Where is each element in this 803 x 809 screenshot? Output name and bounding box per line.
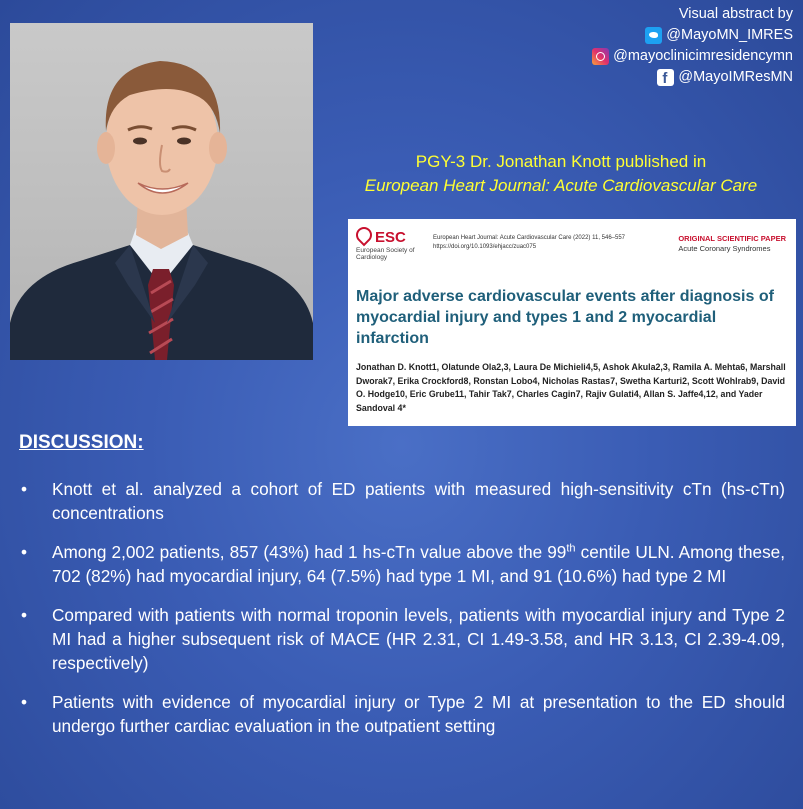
discussion-list (20, 477, 785, 738)
journal-doi: https://doi.org/10.1093/ehjacc/zuac075 (433, 244, 537, 250)
discussion-heading: DISCUSSION: (19, 432, 144, 453)
esc-logo-text: ESC (375, 229, 406, 246)
journal-citation: European Heart Journal: Acute Cardiovascular Care (2022) 11, 546–557 (433, 235, 626, 241)
instagram-icon (592, 48, 609, 65)
esc-logo (356, 227, 418, 261)
esc-heart-icon (353, 224, 376, 247)
instagram-handle-row[interactable] (592, 46, 793, 67)
social-credits (592, 4, 793, 88)
facebook-handle[interactable]: @MayoIMResMN (678, 69, 793, 85)
discussion-bullet: • Patients with evidence of myocardial injury or Type 2 MI at presentation to the ED should undergo further cardiac evaluation in the outpatient setting (20, 690, 785, 738)
headline-journal: European Heart Journal: Acute Cardiovascular Care (364, 176, 758, 195)
discussion-bullet: • Knott et al. analyzed a cohort of ED patients with measured high-sensitivity cTn (hs-cTn) concentrations (20, 477, 785, 525)
publication-headline (326, 150, 796, 198)
credits-heading: Visual abstract by (678, 6, 793, 22)
instagram-handle[interactable]: @mayoclinicimresidencymn (613, 48, 793, 64)
paper-type (678, 234, 786, 254)
facebook-handle-row[interactable] (592, 67, 793, 88)
twitter-icon (645, 27, 662, 44)
paper-category: Acute Coronary Syndromes (678, 244, 771, 253)
discussion-bullet (20, 540, 785, 588)
facebook-icon (657, 69, 674, 86)
paper-type-label: ORIGINAL SCIENTIFIC PAPER (678, 234, 786, 243)
author-portrait (10, 23, 313, 360)
paper-authors: Jonathan D. Knott1, Olatunde Ola2,3, Laura De Michieli4,5, Ashok Akula2,3, Ramila A. Mehta6, Marshall Dworak7, Erika Crockford8, Ronstan Lobo4, Nicholas Rastas7, Swetha Karturi2, Scott Wohlrab9, David O. Hodge10, Eric Grube11, Tahir Tak7, Charles Cagin7, Rajiv Gulati4, Allan S. Jaffe4,12, and Yader Sandoval 4* (356, 362, 786, 413)
paper-title: Major adverse cardiovascular events after diagnosis of myocardial injury and types 1 and 2 myocardial infarction (356, 288, 774, 347)
bullet-text-post: centile ULN. Among these, 702 (82%) had myocardial injury, 64 (7.5%) had type 1 MI, and 91 (10.6%) had type 2 MI (52, 542, 785, 586)
superscript-th: th (566, 542, 576, 555)
headline-line1: PGY-3 Dr. Jonathan Knott published in (415, 152, 707, 171)
paper-snippet (348, 219, 796, 426)
bullet-text-pre: Among 2,002 patients, 857 (43%) had 1 hs-cTn value above the 99 (52, 542, 567, 562)
journal-info (433, 234, 625, 252)
esc-logo-subtitle: European Society of Cardiology (356, 247, 415, 261)
twitter-handle-row[interactable] (592, 25, 793, 46)
twitter-handle[interactable]: @MayoMN_IMRES (666, 27, 793, 43)
portrait-illustration (10, 23, 313, 360)
discussion-bullet: • Compared with patients with normal troponin levels, patients with myocardial injury and Type 2 MI had a higher subsequent risk of MACE (HR 2.31, CI 1.49-3.58, and HR 3.13, CI 2.39-4.09, respectively) (20, 603, 785, 675)
